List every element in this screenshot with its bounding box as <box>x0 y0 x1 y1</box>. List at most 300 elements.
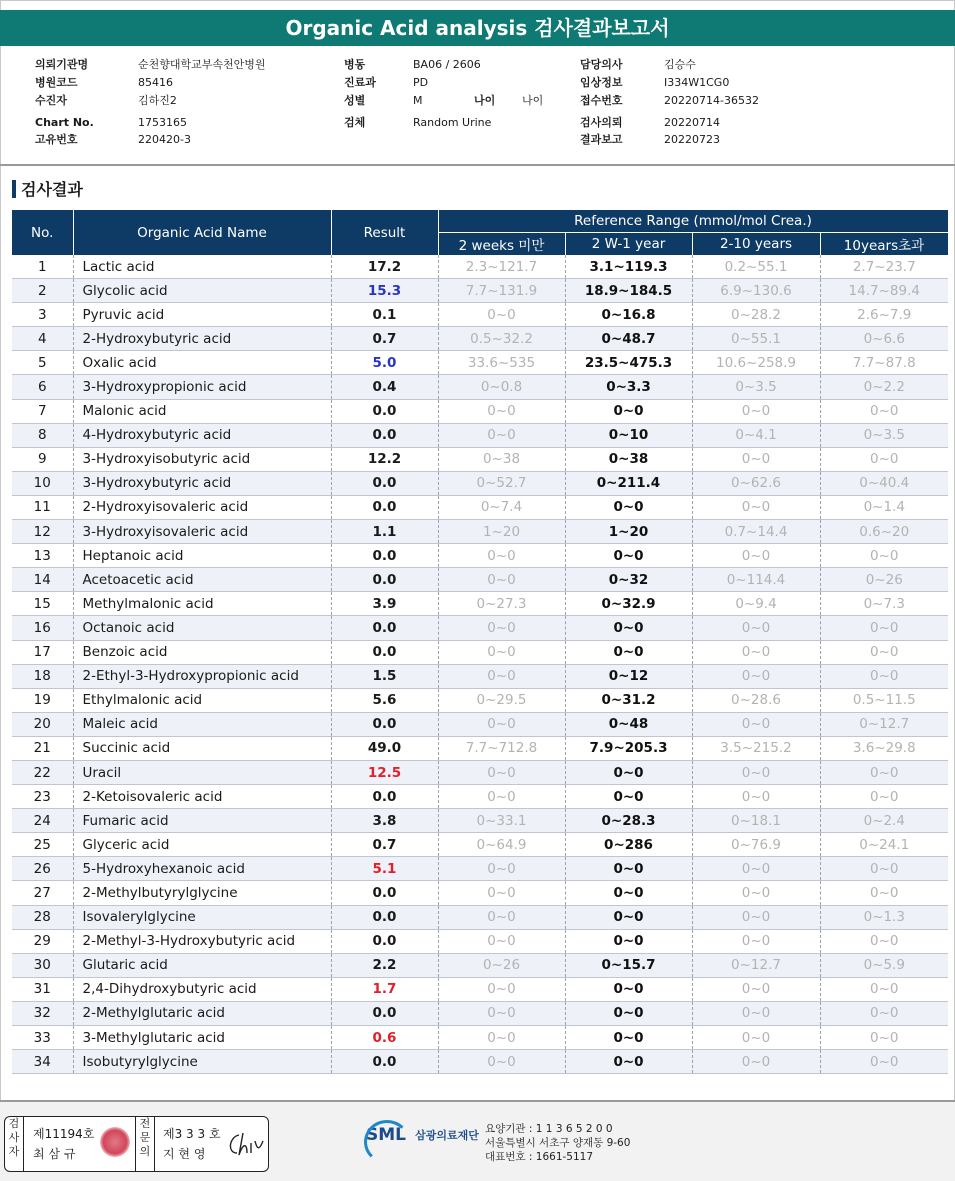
row-no: 33 <box>12 1026 73 1050</box>
info-label: Chart No. <box>35 116 94 129</box>
row-no: 9 <box>12 447 73 471</box>
row-range-2w1y: 0~16.8 <box>565 303 692 327</box>
row-range-2-10y: 0~0 <box>692 447 820 471</box>
table-row <box>12 953 948 977</box>
row-range-2-10y: 0~0 <box>692 929 820 953</box>
info-value: PD <box>413 76 429 89</box>
table-row <box>12 736 948 760</box>
table-row <box>12 616 948 640</box>
row-result: 5.6 <box>331 688 438 712</box>
row-range-10y: 0~24.1 <box>820 833 948 857</box>
row-range-10y: 0.5~11.5 <box>820 688 948 712</box>
row-range-2w1y: 7.9~205.3 <box>565 736 692 760</box>
row-range-2-10y: 0~0 <box>692 664 820 688</box>
row-range-2w1y: 0~0 <box>565 760 692 784</box>
info-value: 1753165 <box>138 116 187 129</box>
row-range-2weeks: 0~0 <box>438 303 565 327</box>
row-range-2-10y: 0~0 <box>692 905 820 929</box>
row-range-10y: 7.7~87.8 <box>820 351 948 375</box>
specialist-label: 전 문 의 <box>135 1117 155 1171</box>
row-range-2weeks: 0~0 <box>438 1026 565 1050</box>
row-range-10y: 0~0 <box>820 785 948 809</box>
info-label: 고유번호 <box>35 133 78 146</box>
row-range-2-10y: 0~4.1 <box>692 423 820 447</box>
row-no: 30 <box>12 953 73 977</box>
info-label: 접수번호 <box>580 94 623 107</box>
row-result: 0.0 <box>331 640 438 664</box>
row-range-2w1y: 0~0 <box>565 857 692 881</box>
row-range-2w1y: 0~38 <box>565 447 692 471</box>
header-name: Organic Acid Name <box>73 210 331 255</box>
row-result: 12.2 <box>331 447 438 471</box>
row-range-2-10y: 0~0 <box>692 1001 820 1025</box>
row-range-10y: 0~0 <box>820 1001 948 1025</box>
info-value: 20220723 <box>664 133 720 146</box>
info-label: 의뢰기관명 <box>35 58 89 71</box>
row-range-2w1y: 0~0 <box>565 399 692 423</box>
table-row <box>12 712 948 736</box>
row-range-10y: 0~0 <box>820 977 948 1001</box>
report-title: Organic Acid analysis 검사결과보고서 <box>0 10 955 46</box>
section-title: 검사결과 <box>12 177 83 200</box>
row-range-2w1y: 0~211.4 <box>565 471 692 495</box>
row-no: 21 <box>12 736 73 760</box>
row-range-2w1y: 0~3.3 <box>565 375 692 399</box>
row-no: 29 <box>12 929 73 953</box>
row-acid-name: Isovalerylglycine <box>73 905 331 929</box>
row-acid-name: Octanoic acid <box>73 616 331 640</box>
table-row <box>12 977 948 1001</box>
row-acid-name: 4-Hydroxybutyric acid <box>73 423 331 447</box>
row-acid-name: 2-Methylglutaric acid <box>73 1001 331 1025</box>
row-range-2-10y: 0~0 <box>692 616 820 640</box>
table-row <box>12 399 948 423</box>
row-result: 2.2 <box>331 953 438 977</box>
row-range-2weeks: 7.7~712.8 <box>438 736 565 760</box>
logo-swoosh-icon <box>364 1120 410 1164</box>
table-row <box>12 520 948 544</box>
age-value: 나이 <box>522 94 544 107</box>
info-label: 임상정보 <box>580 76 623 89</box>
row-result: 0.4 <box>331 375 438 399</box>
row-range-2-10y: 0~0 <box>692 495 820 519</box>
specialist-no: 제3 3 3 호 <box>163 1127 221 1141</box>
row-range-2weeks: 0~7.4 <box>438 495 565 519</box>
row-range-2-10y: 0~0 <box>692 544 820 568</box>
row-no: 32 <box>12 1001 73 1025</box>
row-range-2-10y: 0~0 <box>692 640 820 664</box>
row-range-2weeks: 0~0 <box>438 1050 565 1074</box>
row-result: 0.0 <box>331 1001 438 1025</box>
row-range-2-10y: 0~28.6 <box>692 688 820 712</box>
sml-logo: SML 삼광의료재단 <box>366 1124 479 1145</box>
row-no: 17 <box>12 640 73 664</box>
header-no: No. <box>12 210 73 255</box>
row-result: 0.0 <box>331 785 438 809</box>
table-row <box>12 1050 948 1074</box>
row-range-2weeks: 0~64.9 <box>438 833 565 857</box>
row-acid-name: Maleic acid <box>73 712 331 736</box>
row-range-10y: 0~0 <box>820 544 948 568</box>
row-range-2weeks: 0~0 <box>438 568 565 592</box>
row-no: 7 <box>12 399 73 423</box>
seal-stamp-icon <box>100 1127 130 1157</box>
row-range-10y: 0~0 <box>820 929 948 953</box>
table-row <box>12 1001 948 1025</box>
row-range-2weeks: 0~38 <box>438 447 565 471</box>
row-range-2-10y: 0~0 <box>692 881 820 905</box>
row-range-10y: 0~0 <box>820 399 948 423</box>
table-row <box>12 881 948 905</box>
row-range-2w1y: 0~28.3 <box>565 809 692 833</box>
table-row <box>12 688 948 712</box>
row-result: 0.0 <box>331 905 438 929</box>
row-acid-name: 3-Hydroxyisobutyric acid <box>73 447 331 471</box>
row-acid-name: Glyceric acid <box>73 833 331 857</box>
row-range-2weeks: 0~29.5 <box>438 688 565 712</box>
table-row <box>12 544 948 568</box>
header-range-2: 2 W-1 year <box>565 233 692 256</box>
row-range-2weeks: 0~0 <box>438 881 565 905</box>
table-row <box>12 905 948 929</box>
row-acid-name: Uracil <box>73 760 331 784</box>
row-result: 0.6 <box>331 1026 438 1050</box>
row-result: 0.0 <box>331 423 438 447</box>
row-range-2weeks: 0~0 <box>438 544 565 568</box>
info-value: 김하진2 <box>138 94 177 107</box>
row-range-2-10y: 0~76.9 <box>692 833 820 857</box>
row-result: 0.0 <box>331 568 438 592</box>
row-result: 0.0 <box>331 544 438 568</box>
row-no: 24 <box>12 809 73 833</box>
row-result: 17.2 <box>331 255 438 279</box>
row-range-10y: 0~0 <box>820 1026 948 1050</box>
row-acid-name: 3-Hydroxypropionic acid <box>73 375 331 399</box>
row-no: 26 <box>12 857 73 881</box>
row-range-2weeks: 7.7~131.9 <box>438 279 565 303</box>
info-label: 검체 <box>344 116 366 129</box>
info-value: 220420-3 <box>138 133 191 146</box>
row-acid-name: Methylmalonic acid <box>73 592 331 616</box>
row-range-10y: 2.7~23.7 <box>820 255 948 279</box>
row-range-2-10y: 0~0 <box>692 857 820 881</box>
row-range-2w1y: 0~31.2 <box>565 688 692 712</box>
row-result: 0.1 <box>331 303 438 327</box>
row-range-2w1y: 0~15.7 <box>565 953 692 977</box>
row-acid-name: 3-Hydroxyisovaleric acid <box>73 520 331 544</box>
row-range-2-10y: 0~3.5 <box>692 375 820 399</box>
row-range-2w1y: 0~0 <box>565 1026 692 1050</box>
row-result: 0.0 <box>331 881 438 905</box>
table-row <box>12 279 948 303</box>
row-no: 15 <box>12 592 73 616</box>
signature-box <box>4 1116 269 1172</box>
row-range-2w1y: 0~0 <box>565 640 692 664</box>
row-range-2weeks: 0~0 <box>438 664 565 688</box>
row-range-10y: 0~0 <box>820 857 948 881</box>
row-range-2-10y: 10.6~258.9 <box>692 351 820 375</box>
info-label: 수진자 <box>35 94 67 107</box>
row-range-10y: 0~1.4 <box>820 495 948 519</box>
row-range-2-10y: 3.5~215.2 <box>692 736 820 760</box>
row-range-2-10y: 0~0 <box>692 1026 820 1050</box>
info-label: 결과보고 <box>580 133 623 146</box>
row-range-2-10y: 0~114.4 <box>692 568 820 592</box>
info-label: 병원코드 <box>35 76 78 89</box>
row-acid-name: Benzoic acid <box>73 640 331 664</box>
row-result: 3.9 <box>331 592 438 616</box>
row-acid-name: 2-Ketoisovaleric acid <box>73 785 331 809</box>
row-result: 0.0 <box>331 495 438 519</box>
row-range-2weeks: 0~0 <box>438 929 565 953</box>
table-row <box>12 1026 948 1050</box>
info-label: 병동 <box>344 58 366 71</box>
row-range-2weeks: 1~20 <box>438 520 565 544</box>
row-range-2weeks: 0~0.8 <box>438 375 565 399</box>
row-acid-name: 3-Hydroxybutyric acid <box>73 471 331 495</box>
row-range-2weeks: 0~52.7 <box>438 471 565 495</box>
row-range-2weeks: 0.5~32.2 <box>438 327 565 351</box>
row-range-2weeks: 0~27.3 <box>438 592 565 616</box>
row-range-10y: 0~0 <box>820 1050 948 1074</box>
row-no: 18 <box>12 664 73 688</box>
info-value: 김승수 <box>664 58 696 71</box>
row-range-2weeks: 0~0 <box>438 712 565 736</box>
table-row <box>12 833 948 857</box>
row-range-2-10y: 0~0 <box>692 785 820 809</box>
row-no: 11 <box>12 495 73 519</box>
row-no: 12 <box>12 520 73 544</box>
row-range-2weeks: 0~0 <box>438 423 565 447</box>
row-range-10y: 0~5.9 <box>820 953 948 977</box>
table-row <box>12 423 948 447</box>
row-range-2weeks: 0~26 <box>438 953 565 977</box>
row-no: 3 <box>12 303 73 327</box>
row-range-10y: 0~12.7 <box>820 712 948 736</box>
row-range-10y: 14.7~89.4 <box>820 279 948 303</box>
row-range-2-10y: 0.2~55.1 <box>692 255 820 279</box>
row-acid-name: 3-Methylglutaric acid <box>73 1026 331 1050</box>
row-acid-name: Ethylmalonic acid <box>73 688 331 712</box>
table-row <box>12 640 948 664</box>
examiner-name: 최 삼 규 <box>33 1147 76 1161</box>
row-range-2-10y: 0~28.2 <box>692 303 820 327</box>
section-bar-icon <box>12 180 16 198</box>
examiner-no: 제11194호 <box>33 1127 95 1141</box>
info-label: 담당의사 <box>580 58 623 71</box>
row-range-2weeks: 0~33.1 <box>438 809 565 833</box>
table-row <box>12 303 948 327</box>
row-range-10y: 0~0 <box>820 640 948 664</box>
row-range-2w1y: 0~0 <box>565 977 692 1001</box>
table-row <box>12 664 948 688</box>
row-acid-name: 2-Methyl-3-Hydroxybutyric acid <box>73 929 331 953</box>
info-value: I334W1CG0 <box>664 76 730 89</box>
table-row <box>12 760 948 784</box>
row-range-2-10y: 0~0 <box>692 977 820 1001</box>
row-range-10y: 0~2.2 <box>820 375 948 399</box>
row-no: 14 <box>12 568 73 592</box>
row-acid-name: Heptanoic acid <box>73 544 331 568</box>
table-row <box>12 471 948 495</box>
row-range-10y: 0~6.6 <box>820 327 948 351</box>
row-no: 10 <box>12 471 73 495</box>
row-range-2w1y: 0~0 <box>565 929 692 953</box>
table-row <box>12 255 948 279</box>
row-acid-name: 2-Methylbutyrylglycine <box>73 881 331 905</box>
row-range-2w1y: 1~20 <box>565 520 692 544</box>
row-range-10y: 0~0 <box>820 447 948 471</box>
row-result: 0.7 <box>331 833 438 857</box>
row-range-2weeks: 33.6~535 <box>438 351 565 375</box>
row-range-2w1y: 0~0 <box>565 905 692 929</box>
header-divider <box>0 164 955 166</box>
table-row <box>12 327 948 351</box>
row-range-2w1y: 0~32.9 <box>565 592 692 616</box>
row-acid-name: Malonic acid <box>73 399 331 423</box>
row-result: 15.3 <box>331 279 438 303</box>
row-range-2-10y: 0~12.7 <box>692 953 820 977</box>
table-row <box>12 375 948 399</box>
row-range-10y: 0~1.3 <box>820 905 948 929</box>
row-result: 1.7 <box>331 977 438 1001</box>
info-value: 20220714 <box>664 116 720 129</box>
results-table <box>12 210 949 1074</box>
row-range-2w1y: 0~0 <box>565 1001 692 1025</box>
row-acid-name: Oxalic acid <box>73 351 331 375</box>
row-acid-name: Isobutyrylglycine <box>73 1050 331 1074</box>
row-range-2w1y: 0~12 <box>565 664 692 688</box>
row-result: 0.0 <box>331 399 438 423</box>
specialist-name: 지 현 영 <box>163 1147 206 1161</box>
header-range-1: 2 weeks 미만 <box>438 233 565 256</box>
info-value: Random Urine <box>413 116 492 129</box>
info-label: 성별 <box>344 94 366 107</box>
row-no: 8 <box>12 423 73 447</box>
row-range-2w1y: 0~0 <box>565 1050 692 1074</box>
row-acid-name: Glutaric acid <box>73 953 331 977</box>
row-result: 0.0 <box>331 616 438 640</box>
row-acid-name: Succinic acid <box>73 736 331 760</box>
row-range-2-10y: 0~9.4 <box>692 592 820 616</box>
row-range-2weeks: 0~0 <box>438 857 565 881</box>
row-range-2weeks: 2.3~121.7 <box>438 255 565 279</box>
row-range-10y: 0~0 <box>820 760 948 784</box>
row-range-10y: 0~7.3 <box>820 592 948 616</box>
row-range-2w1y: 0~0 <box>565 544 692 568</box>
row-acid-name: Pyruvic acid <box>73 303 331 327</box>
info-value: 20220714-36532 <box>664 94 759 107</box>
row-range-2w1y: 23.5~475.3 <box>565 351 692 375</box>
row-range-10y: 0~40.4 <box>820 471 948 495</box>
row-range-10y: 0~0 <box>820 881 948 905</box>
table-row <box>12 592 948 616</box>
row-range-2-10y: 6.9~130.6 <box>692 279 820 303</box>
row-result: 3.8 <box>331 809 438 833</box>
table-row <box>12 785 948 809</box>
row-acid-name: Fumaric acid <box>73 809 331 833</box>
row-no: 34 <box>12 1050 73 1074</box>
row-no: 2 <box>12 279 73 303</box>
row-range-2w1y: 0~0 <box>565 495 692 519</box>
row-range-2w1y: 0~48 <box>565 712 692 736</box>
row-no: 16 <box>12 616 73 640</box>
row-no: 22 <box>12 760 73 784</box>
row-acid-name: 2-Ethyl-3-Hydroxypropionic acid <box>73 664 331 688</box>
row-no: 13 <box>12 544 73 568</box>
row-result: 1.5 <box>331 664 438 688</box>
header-range-4: 10years초과 <box>820 233 948 256</box>
row-no: 28 <box>12 905 73 929</box>
row-no: 20 <box>12 712 73 736</box>
info-value: 85416 <box>138 76 173 89</box>
age-label: 나이 <box>474 94 496 107</box>
row-no: 1 <box>12 255 73 279</box>
row-no: 27 <box>12 881 73 905</box>
row-result: 0.0 <box>331 929 438 953</box>
table-row <box>12 809 948 833</box>
row-range-2-10y: 0.7~14.4 <box>692 520 820 544</box>
row-range-2-10y: 0~62.6 <box>692 471 820 495</box>
row-range-2w1y: 0~10 <box>565 423 692 447</box>
row-range-2w1y: 0~0 <box>565 785 692 809</box>
table-row <box>12 495 948 519</box>
row-result: 0.0 <box>331 471 438 495</box>
row-range-2w1y: 0~32 <box>565 568 692 592</box>
row-range-2weeks: 0~0 <box>438 1001 565 1025</box>
row-range-10y: 2.6~7.9 <box>820 303 948 327</box>
row-range-2weeks: 0~0 <box>438 399 565 423</box>
report-footer <box>0 1100 955 1181</box>
table-row <box>12 857 948 881</box>
row-no: 4 <box>12 327 73 351</box>
row-range-10y: 0~0 <box>820 664 948 688</box>
row-range-2w1y: 3.1~119.3 <box>565 255 692 279</box>
row-range-10y: 0~2.4 <box>820 809 948 833</box>
row-range-2weeks: 0~0 <box>438 905 565 929</box>
row-range-2weeks: 0~0 <box>438 785 565 809</box>
row-range-2weeks: 0~0 <box>438 760 565 784</box>
row-acid-name: 2-Hydroxybutyric acid <box>73 327 331 351</box>
row-acid-name: 5-Hydroxyhexanoic acid <box>73 857 331 881</box>
row-no: 31 <box>12 977 73 1001</box>
row-range-10y: 0.6~20 <box>820 520 948 544</box>
row-range-2weeks: 0~0 <box>438 616 565 640</box>
row-range-2-10y: 0~0 <box>692 712 820 736</box>
examiner-label: 검 사 자 <box>5 1117 24 1171</box>
info-value: M <box>413 94 423 107</box>
row-range-2w1y: 0~0 <box>565 881 692 905</box>
row-no: 23 <box>12 785 73 809</box>
row-range-2w1y: 0~286 <box>565 833 692 857</box>
row-range-2w1y: 0~48.7 <box>565 327 692 351</box>
row-range-10y: 0~3.5 <box>820 423 948 447</box>
row-acid-name: Glycolic acid <box>73 279 331 303</box>
header-range-3: 2-10 years <box>692 233 820 256</box>
row-range-2weeks: 0~0 <box>438 640 565 664</box>
table-row <box>12 929 948 953</box>
row-result: 0.7 <box>331 327 438 351</box>
row-acid-name: Acetoacetic acid <box>73 568 331 592</box>
row-range-2w1y: 0~0 <box>565 616 692 640</box>
info-label: 검사의뢰 <box>580 116 623 129</box>
row-result: 0.0 <box>331 1050 438 1074</box>
header-result: Result <box>331 210 438 255</box>
header-reference: Reference Range (mmol/mol Crea.) <box>438 210 948 233</box>
row-range-2-10y: 0~18.1 <box>692 809 820 833</box>
row-result: 12.5 <box>331 760 438 784</box>
row-range-10y: 0~0 <box>820 616 948 640</box>
